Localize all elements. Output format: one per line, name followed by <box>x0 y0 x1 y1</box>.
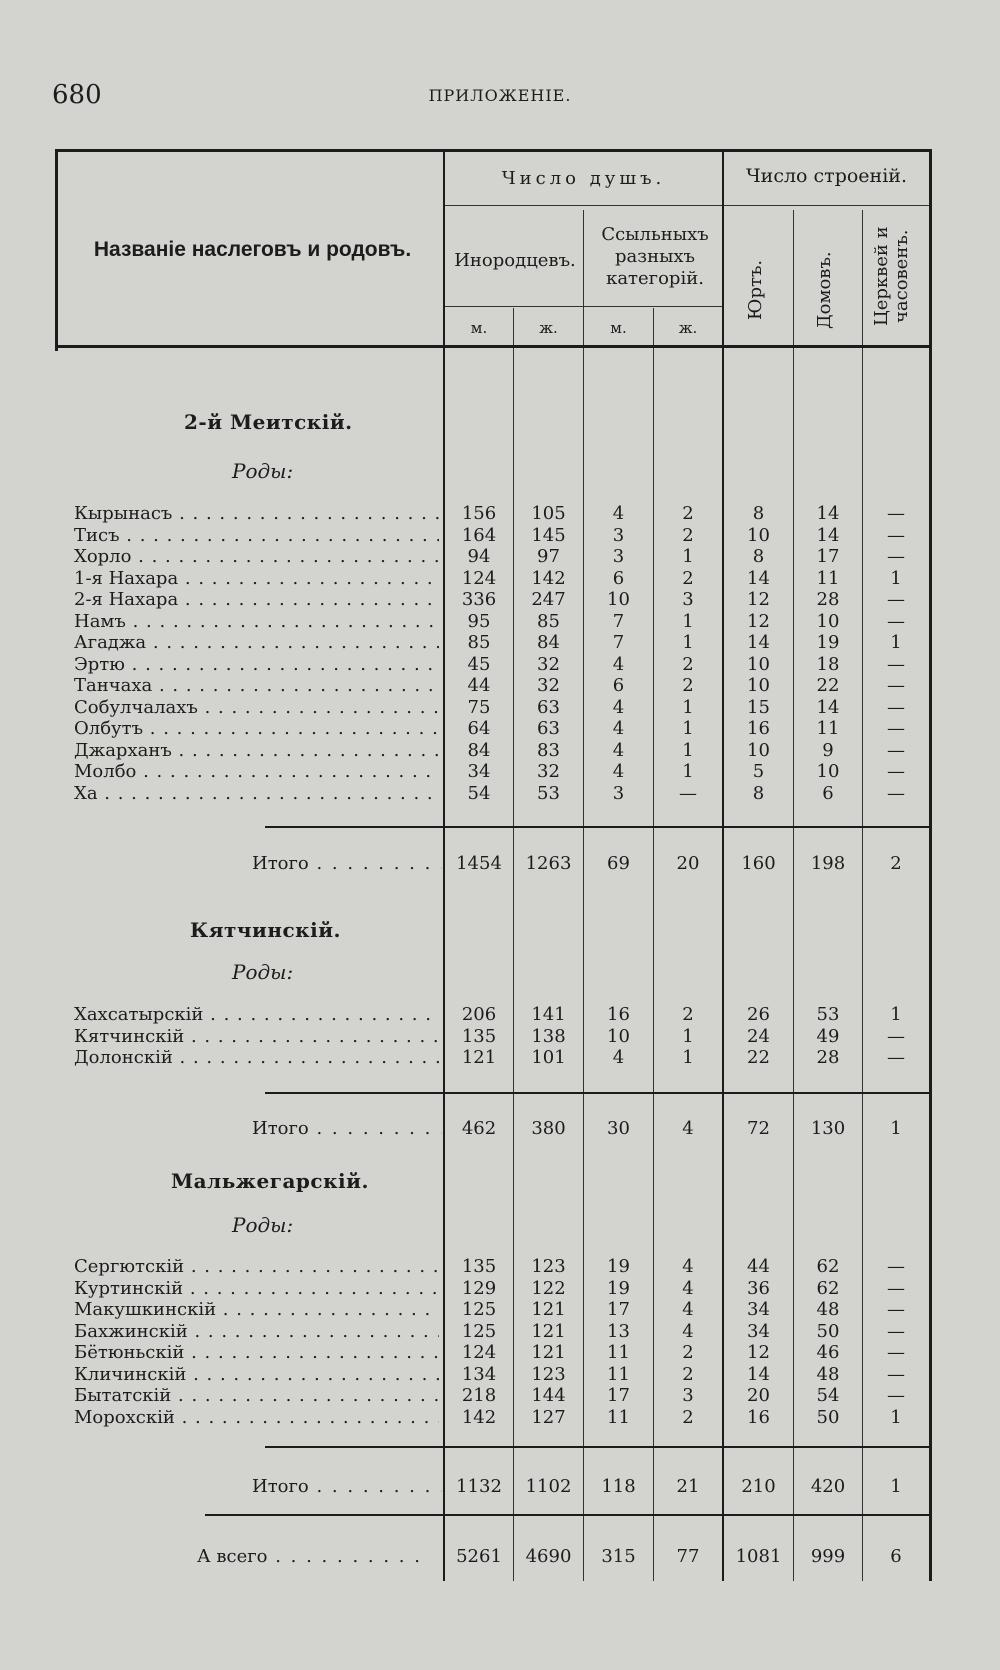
cell-churches: — <box>887 1364 905 1385</box>
cell-natives-m: 95 <box>467 611 491 632</box>
col-rule-thin <box>513 828 514 1581</box>
header-natives: Инородцевъ. <box>454 250 576 271</box>
cell-churches: — <box>887 1321 905 1342</box>
row-name: Морохскій . . . <box>74 1407 439 1428</box>
total-rule <box>265 826 931 828</box>
row-name: 2-я Нахара . . . <box>74 589 439 610</box>
cell-natives-m: 164 <box>461 525 497 546</box>
cell-houses: 420 <box>810 1476 846 1497</box>
cell-yurts: 12 <box>747 589 770 610</box>
cell-houses: 22 <box>816 675 840 696</box>
header-churches: Церквей и часовенъ. <box>871 226 912 326</box>
cell-yurts: 16 <box>747 718 770 739</box>
page-number: 680 <box>52 80 102 110</box>
row-name: Ха . . . <box>74 783 439 804</box>
cell-yurts: 72 <box>747 1118 770 1139</box>
header-buildings: Число строеній. <box>746 165 907 187</box>
section-title: Мальжегарскій. <box>171 1169 369 1193</box>
grand-total-rule <box>205 1514 931 1516</box>
cell-natives-zh: 144 <box>531 1385 566 1406</box>
cell-exiles-zh: 1 <box>682 697 694 718</box>
cell-natives-m: 44 <box>467 675 491 696</box>
row-name: Намъ . . . <box>74 611 439 632</box>
cell-exiles-zh: 1 <box>682 632 694 653</box>
row-name: Тисъ . . . <box>74 525 439 546</box>
cell-exiles-zh: 2 <box>682 1004 694 1025</box>
total-label: Итого . . . <box>252 853 442 874</box>
cell-houses: 48 <box>816 1364 840 1385</box>
cell-natives-m: 124 <box>461 1342 497 1363</box>
row-name: Кятчинскій . . . <box>74 1026 439 1047</box>
cell-natives-m: 156 <box>461 503 497 524</box>
cell-exiles-m: 13 <box>607 1321 630 1342</box>
cell-natives-m: 462 <box>461 1118 497 1139</box>
cell-natives-zh: 84 <box>537 632 560 653</box>
cell-yurts: 12 <box>747 611 770 632</box>
cell-houses: 17 <box>816 546 840 567</box>
cell-yurts: 14 <box>747 1364 770 1385</box>
cell-exiles-zh: 2 <box>682 525 694 546</box>
cell-exiles-zh: 20 <box>676 853 700 874</box>
cell-houses: 28 <box>816 589 840 610</box>
cell-churches: — <box>887 1047 905 1068</box>
header-souls: Число душъ. <box>501 168 666 189</box>
cell-exiles-zh: 21 <box>676 1476 700 1497</box>
row-name: Хорло . . . <box>74 546 439 567</box>
row-name: Кырынасъ . . . <box>74 503 439 524</box>
cell-yurts: 34 <box>747 1299 770 1320</box>
cell-exiles-m: 118 <box>601 1476 636 1497</box>
cell-yurts: 5 <box>752 761 765 782</box>
cell-natives-m: 206 <box>461 1004 497 1025</box>
rody-label: Роды: <box>232 960 294 984</box>
rody-label: Роды: <box>232 459 294 483</box>
cell-natives-m: 336 <box>461 589 497 610</box>
cell-houses: 14 <box>816 525 840 546</box>
row-name: Агаджа . . . <box>74 632 439 653</box>
cell-yurts: 16 <box>747 1407 770 1428</box>
cell-natives-zh: 122 <box>531 1278 566 1299</box>
cell-exiles-m: 315 <box>601 1546 636 1567</box>
cell-natives-m: 54 <box>467 783 491 804</box>
cell-houses: 50 <box>816 1321 840 1342</box>
cell-exiles-zh: 1 <box>682 1047 694 1068</box>
cell-houses: 50 <box>816 1407 840 1428</box>
cell-natives-zh: 127 <box>531 1407 566 1428</box>
cell-exiles-m: 6 <box>612 675 625 696</box>
cell-yurts: 14 <box>747 568 770 589</box>
cell-houses: 28 <box>816 1047 840 1068</box>
cell-natives-m: 75 <box>467 697 491 718</box>
cell-exiles-zh: 2 <box>682 1407 694 1428</box>
cell-churches: — <box>887 783 905 804</box>
cell-yurts: 34 <box>747 1321 770 1342</box>
header-natives-m: м. <box>470 319 488 337</box>
cell-natives-zh: 380 <box>531 1118 566 1139</box>
cell-houses: 62 <box>816 1278 840 1299</box>
cell-exiles-zh: 3 <box>682 589 694 610</box>
cell-houses: 48 <box>816 1299 840 1320</box>
header-name: Названіе наслеговъ и родовъ. <box>93 238 412 261</box>
cell-natives-m: 1132 <box>456 1476 502 1497</box>
cell-exiles-zh: — <box>679 783 697 804</box>
cell-exiles-zh: 2 <box>682 1342 694 1363</box>
cell-churches: — <box>887 1299 905 1320</box>
cell-exiles-zh: 1 <box>682 611 694 632</box>
row-name: Хахсатырскій . . . <box>74 1004 439 1025</box>
cell-yurts: 10 <box>747 654 770 675</box>
cell-exiles-m: 4 <box>612 1047 625 1068</box>
cell-houses: 53 <box>816 1004 840 1025</box>
cell-natives-m: 5261 <box>456 1546 502 1567</box>
cell-exiles-m: 4 <box>612 697 625 718</box>
cell-natives-m: 129 <box>461 1278 497 1299</box>
rody-label: Роды: <box>232 1213 294 1237</box>
cell-exiles-m: 7 <box>612 632 625 653</box>
cell-yurts: 1081 <box>735 1546 782 1567</box>
cell-exiles-m: 17 <box>607 1299 630 1320</box>
row-name: Собулчалахъ . . . <box>74 697 439 718</box>
header-exiles: Ссыльныхъ разныхъ категорій. <box>601 224 709 289</box>
row-name: Сергютскій . . . <box>74 1256 439 1277</box>
cell-natives-m: 125 <box>461 1299 497 1320</box>
cell-houses: 130 <box>810 1118 846 1139</box>
row-name: Молбо . . . <box>74 761 439 782</box>
cell-natives-zh: 105 <box>531 503 566 524</box>
cell-exiles-m: 4 <box>612 654 625 675</box>
total-rule <box>265 1092 931 1094</box>
total-label: Итого . . . <box>252 1118 442 1139</box>
col-rule-thin <box>653 828 654 1581</box>
row-name: Эртю . . . <box>74 654 439 675</box>
cell-exiles-m: 11 <box>607 1342 630 1363</box>
cell-churches: — <box>887 589 905 610</box>
cell-houses: 18 <box>816 654 840 675</box>
frame-left-rule <box>55 149 58 351</box>
row-name: Бахжинскій . . . <box>74 1321 439 1342</box>
frame-top-rule <box>55 149 931 152</box>
cell-exiles-m: 4 <box>612 718 625 739</box>
cell-exiles-m: 69 <box>607 853 630 874</box>
cell-churches: — <box>887 1278 905 1299</box>
cell-yurts: 14 <box>747 632 770 653</box>
total-label: Итого . . . <box>252 1476 442 1497</box>
cell-exiles-zh: 2 <box>682 1364 694 1385</box>
row-name: Кличинскій . . . <box>74 1364 439 1385</box>
cell-exiles-zh: 4 <box>682 1256 694 1277</box>
cell-natives-zh: 121 <box>531 1342 566 1363</box>
cell-exiles-m: 3 <box>612 525 625 546</box>
header-rule <box>445 306 722 307</box>
cell-exiles-m: 19 <box>607 1256 630 1277</box>
cell-natives-m: 135 <box>461 1026 497 1047</box>
cell-natives-m: 218 <box>461 1385 497 1406</box>
cell-natives-zh: 1263 <box>525 853 572 874</box>
cell-exiles-zh: 2 <box>682 568 694 589</box>
cell-exiles-m: 30 <box>607 1118 630 1139</box>
cell-churches: 1 <box>890 1407 902 1428</box>
cell-churches: — <box>887 503 905 524</box>
row-name: Бытатскій . . . <box>74 1385 439 1406</box>
cell-natives-zh: 32 <box>537 675 560 696</box>
cell-exiles-zh: 1 <box>682 740 694 761</box>
cell-churches: — <box>887 654 905 675</box>
cell-houses: 19 <box>816 632 840 653</box>
cell-natives-m: 84 <box>467 740 491 761</box>
cell-yurts: 8 <box>752 546 765 567</box>
cell-natives-zh: 101 <box>531 1047 566 1068</box>
cell-houses: 999 <box>810 1546 846 1567</box>
cell-exiles-m: 4 <box>612 761 625 782</box>
cell-exiles-zh: 4 <box>682 1278 694 1299</box>
cell-yurts: 210 <box>741 1476 776 1497</box>
cell-houses: 49 <box>816 1026 840 1047</box>
cell-natives-m: 45 <box>467 654 491 675</box>
cell-houses: 11 <box>816 718 840 739</box>
cell-natives-m: 124 <box>461 568 497 589</box>
cell-yurts: 26 <box>747 1004 770 1025</box>
row-name: Бётюньскій . . . <box>74 1342 439 1363</box>
cell-exiles-zh: 4 <box>682 1118 694 1139</box>
cell-churches: 1 <box>890 568 902 589</box>
row-name: Джарханъ . . . <box>74 740 439 761</box>
cell-exiles-m: 19 <box>607 1278 630 1299</box>
cell-natives-zh: 85 <box>537 611 560 632</box>
running-title: ПРИЛОЖЕНІЕ. <box>428 86 572 105</box>
total-rule <box>265 1446 931 1448</box>
cell-natives-zh: 123 <box>531 1256 566 1277</box>
cell-exiles-m: 10 <box>607 1026 630 1047</box>
cell-exiles-zh: 1 <box>682 761 694 782</box>
cell-yurts: 44 <box>747 1256 770 1277</box>
header-rule <box>724 205 929 206</box>
cell-yurts: 15 <box>747 697 770 718</box>
cell-natives-zh: 4690 <box>525 1546 572 1567</box>
cell-churches: 2 <box>890 853 902 874</box>
cell-exiles-zh: 2 <box>682 503 694 524</box>
cell-churches: 1 <box>890 1004 902 1025</box>
cell-exiles-zh: 1 <box>682 546 694 567</box>
cell-natives-zh: 141 <box>531 1004 566 1025</box>
header-natives-zh: ж. <box>539 319 558 337</box>
row-name: Макушкинскій . . . <box>74 1299 439 1320</box>
header-exiles-zh: ж. <box>678 319 698 337</box>
cell-churches: — <box>887 697 905 718</box>
cell-natives-m: 121 <box>461 1047 497 1068</box>
cell-churches: 1 <box>890 1118 902 1139</box>
cell-natives-zh: 1102 <box>525 1476 572 1497</box>
cell-houses: 14 <box>816 697 840 718</box>
cell-yurts: 10 <box>747 740 770 761</box>
row-name: Долонскій . . . <box>74 1047 439 1068</box>
cell-exiles-m: 10 <box>607 589 630 610</box>
cell-houses: 54 <box>816 1385 840 1406</box>
cell-churches: — <box>887 761 905 782</box>
cell-yurts: 160 <box>741 853 776 874</box>
cell-exiles-m: 17 <box>607 1385 630 1406</box>
cell-exiles-zh: 1 <box>682 1026 694 1047</box>
cell-exiles-zh: 3 <box>682 1385 694 1406</box>
cell-churches: — <box>887 1342 905 1363</box>
cell-exiles-zh: 4 <box>682 1299 694 1320</box>
section-title: Кятчинскій. <box>190 918 341 942</box>
cell-churches: — <box>887 1385 905 1406</box>
cell-churches: — <box>887 525 905 546</box>
cell-yurts: 24 <box>747 1026 770 1047</box>
cell-exiles-zh: 2 <box>682 675 694 696</box>
cell-churches: — <box>887 1026 905 1047</box>
cell-houses: 198 <box>810 853 846 874</box>
cell-natives-m: 34 <box>467 761 491 782</box>
cell-exiles-m: 4 <box>612 740 625 761</box>
cell-houses: 9 <box>822 740 834 761</box>
cell-churches: — <box>887 740 905 761</box>
header-houses: Домовъ. <box>814 251 835 329</box>
cell-exiles-zh: 1 <box>682 718 694 739</box>
cell-churches: 1 <box>890 632 902 653</box>
cell-natives-m: 142 <box>461 1407 497 1428</box>
header-yurts: Юртъ. <box>745 259 766 321</box>
cell-natives-m: 134 <box>461 1364 497 1385</box>
cell-exiles-zh: 2 <box>682 654 694 675</box>
cell-yurts: 10 <box>747 675 770 696</box>
cell-yurts: 8 <box>752 783 765 804</box>
header-exiles-m: м. <box>610 319 627 337</box>
cell-yurts: 8 <box>752 503 765 524</box>
cell-churches: 6 <box>890 1546 902 1567</box>
cell-exiles-m: 3 <box>612 546 625 567</box>
header-bottom-rule <box>55 345 931 348</box>
cell-exiles-zh: 4 <box>682 1321 694 1342</box>
row-name: Олбутъ . . . <box>74 718 439 739</box>
cell-natives-m: 64 <box>467 718 491 739</box>
cell-yurts: 22 <box>747 1047 770 1068</box>
frame-right-rule <box>929 149 932 1581</box>
cell-natives-m: 94 <box>467 546 491 567</box>
cell-churches: 1 <box>890 1476 902 1497</box>
cell-yurts: 20 <box>747 1385 770 1406</box>
cell-natives-zh: 123 <box>531 1364 566 1385</box>
cell-natives-zh: 121 <box>531 1299 566 1320</box>
header-rule <box>445 205 722 206</box>
cell-natives-zh: 63 <box>537 697 560 718</box>
cell-exiles-m: 4 <box>612 503 625 524</box>
cell-houses: 10 <box>816 761 840 782</box>
cell-houses: 62 <box>816 1256 840 1277</box>
row-name: Танчаха . . . <box>74 675 439 696</box>
cell-natives-zh: 142 <box>531 568 566 589</box>
cell-exiles-m: 11 <box>607 1364 630 1385</box>
cell-yurts: 10 <box>747 525 770 546</box>
cell-natives-zh: 32 <box>537 654 560 675</box>
cell-natives-zh: 97 <box>537 546 560 567</box>
cell-exiles-zh: 77 <box>676 1546 700 1567</box>
cell-houses: 11 <box>816 568 840 589</box>
grand-total-label: А всего . . . <box>197 1546 442 1567</box>
cell-churches: — <box>887 718 905 739</box>
cell-churches: — <box>887 675 905 696</box>
cell-yurts: 36 <box>747 1278 770 1299</box>
cell-natives-zh: 145 <box>531 525 566 546</box>
cell-natives-zh: 32 <box>537 761 560 782</box>
cell-natives-zh: 121 <box>531 1321 566 1342</box>
cell-houses: 10 <box>816 611 840 632</box>
cell-natives-m: 85 <box>467 632 491 653</box>
cell-natives-zh: 247 <box>531 589 566 610</box>
cell-natives-zh: 53 <box>537 783 560 804</box>
cell-exiles-m: 6 <box>612 568 625 589</box>
cell-exiles-m: 11 <box>607 1407 630 1428</box>
row-name: Куртинскій . . . <box>74 1278 439 1299</box>
cell-natives-m: 1454 <box>456 853 502 874</box>
cell-natives-zh: 138 <box>531 1026 566 1047</box>
cell-churches: — <box>887 1256 905 1277</box>
cell-churches: — <box>887 611 905 632</box>
cell-exiles-m: 16 <box>607 1004 630 1025</box>
cell-natives-m: 125 <box>461 1321 497 1342</box>
cell-houses: 6 <box>822 783 834 804</box>
cell-natives-zh: 63 <box>537 718 560 739</box>
cell-exiles-m: 7 <box>612 611 625 632</box>
page-header <box>0 0 1000 130</box>
cell-natives-zh: 83 <box>537 740 560 761</box>
cell-natives-m: 135 <box>461 1256 497 1277</box>
row-name: 1-я Нахара . . . <box>74 568 439 589</box>
section-title: 2-й Меитскій. <box>184 410 353 434</box>
cell-yurts: 12 <box>747 1342 770 1363</box>
cell-houses: 14 <box>816 503 840 524</box>
cell-houses: 46 <box>816 1342 840 1363</box>
cell-churches: — <box>887 546 905 567</box>
cell-exiles-m: 3 <box>612 783 625 804</box>
